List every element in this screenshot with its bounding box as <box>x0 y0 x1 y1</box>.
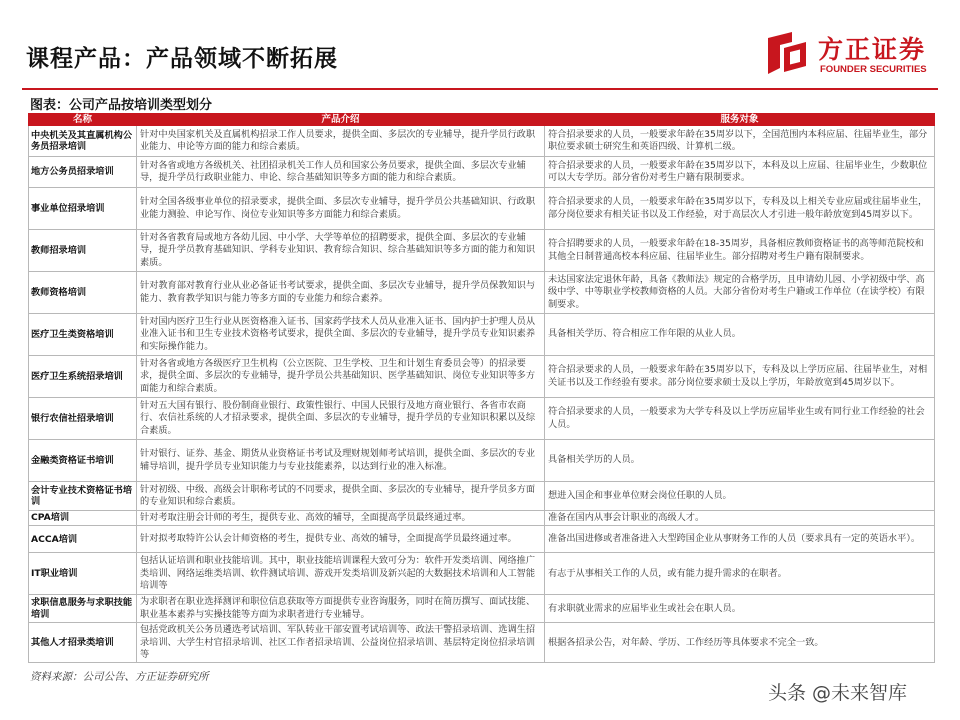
table-row <box>29 482 935 511</box>
logo-text-en: FOUNDER SECURITIES <box>820 64 927 75</box>
table-row <box>29 595 935 623</box>
row-target-cell: 符合招聘要求的人员，一般要求年龄在18-35周岁，具备相应教师资格证书的高等师范院校和其他全日制普通高校本科应届、往届毕业生。部分招聘对考生户籍有限制要求。 <box>545 230 935 272</box>
row-name-cell: 地方公务员招录培训 <box>29 157 137 188</box>
row-target-cell: 符合招录要求的人员，一般要求年龄在35周岁以下，全国范围内本科应届、往届毕业生，部分职位要求硕士研究生和英语四级、计算机二级。 <box>545 126 935 157</box>
column-header-name: 名称 <box>29 114 137 126</box>
table-body <box>29 126 935 663</box>
table-row <box>29 314 935 356</box>
title-divider <box>22 88 938 90</box>
founder-logo-icon <box>762 28 812 78</box>
row-name-cell: 事业单位招录培训 <box>29 188 137 230</box>
row-name-cell: 金融类资格证书培训 <box>29 440 137 482</box>
row-name-cell: 银行农信社招录培训 <box>29 398 137 440</box>
row-target-cell: 具备相关学历、符合相应工作年限的从业人员。 <box>545 314 935 356</box>
row-intro-cell: 包括认证培训和职业技能培训。其中，职业技能培训课程大致可分为：软件开发类培训、网络推广类培训、网络运维类培训、软件测试培训、游戏开发类培训及新兴起的大数据技术培训和人工智能培训等 <box>137 553 545 595</box>
row-intro-cell: 针对拟考取特许公认会计师资格的考生，提供专业、高效的辅导，全面提高学员最终通过率。 <box>137 526 545 553</box>
row-intro-cell: 为求职者在职业选择测评和职位信息获取等方面提供专业咨询服务，同时在简历撰写、面试技能、职业基本素养与实操技能等方面为求职者进行专业辅导。 <box>137 595 545 623</box>
table-row <box>29 230 935 272</box>
table-row <box>29 356 935 398</box>
table-row <box>29 126 935 157</box>
row-name-cell: 教师招录培训 <box>29 230 137 272</box>
row-name-cell: 医疗卫生类资格培训 <box>29 314 137 356</box>
row-target-cell: 根据各招录公告，对年龄、学历、工作经历等具体要求不完全一致。 <box>545 623 935 663</box>
founder-securities-logo <box>762 24 942 84</box>
watermark: 头条 @未来智库 <box>768 682 908 704</box>
row-name-cell: 中央机关及其直属机构公务员招录培训 <box>29 126 137 157</box>
row-intro-cell: 针对各省或地方各级医疗卫生机构（公立医院、卫生学校、卫生和计划生育委员会等）的招录要求，提供全面、多层次的专业辅导，提升学员公共基础知识、医学基础知识、岗位专业知识等多方面能力和综合素质。 <box>137 356 545 398</box>
row-intro-cell: 包括党政机关公务员遴选考试培训、军队转业干部安置考试培训等、政法干警招录培训、选调生招录培训、大学生村官招录培训、社区工作者招录培训、公益岗位招录培训、基层特定岗位招录培训等 <box>137 623 545 663</box>
table-row <box>29 272 935 314</box>
table-header-row <box>29 114 935 126</box>
row-name-cell: 教师资格培训 <box>29 272 137 314</box>
row-target-cell: 符合招录要求的人员，一般要求年龄在35周岁以下，专科及以上学历应届、往届毕业生，对相关证书以及工作经验有要求。部分岗位要求硕士及以上学历，年龄放宽到45周岁以下。 <box>545 356 935 398</box>
table-row <box>29 398 935 440</box>
row-target-cell: 准备出国进修或者准备进入大型跨国企业从事财务工作的人员（要求具有一定的英语水平）。 <box>545 526 935 553</box>
table-row <box>29 553 935 595</box>
table-row <box>29 623 935 663</box>
training-types-table <box>28 113 934 663</box>
row-name-cell: 求职信息服务与求职技能培训 <box>29 595 137 623</box>
table-row <box>29 511 935 526</box>
row-name-cell: 其他人才招录类培训 <box>29 623 137 663</box>
row-intro-cell: 针对五大国有银行、股份制商业银行、政策性银行、中国人民银行及地方商业银行、各省市农商行、农信社系统的人才招录要求，提供全面、多层次的专业辅导，提升学员的专业知识积累以及综合素质。 <box>137 398 545 440</box>
row-target-cell: 有求职就业需求的应届毕业生或社会在职人员。 <box>545 595 935 623</box>
page-title: 课程产品：产品领域不断拓展 <box>26 46 338 72</box>
row-target-cell: 符合招录要求的人员，一般要求为大学专科及以上学历应届毕业生或有同行业工作经验的社会人员。 <box>545 398 935 440</box>
row-target-cell: 符合招录要求的人员，一般要求年龄在35周岁以下，专科及以上相关专业应届或往届毕业生，部分岗位要求有相关证书以及工作经验，对于高层次人才引进一般年龄放宽到45周岁以下。 <box>545 188 935 230</box>
table-row <box>29 526 935 553</box>
row-intro-cell: 针对银行、证券、基金、期货从业资格证书考试及理财规划师考试培训，提供全面、多层次的专业辅导培训，提升学员专业知识能力与专业技能素养，以达到行业的准入标准。 <box>137 440 545 482</box>
row-intro-cell: 针对国内医疗卫生行业从医资格准入证书、国家药学技术人员从业准入证书、国内护士护理人员从业准入证书和卫生专业技术资格考试要求，提供全面、多层次的专业辅导，提升学员专业知识素养和实际操作能力。 <box>137 314 545 356</box>
column-header-target: 服务对象 <box>545 114 935 126</box>
source-note: 资料来源：公司公告、方正证券研究所 <box>30 671 209 683</box>
row-intro-cell: 针对初级、中级、高级会计职称考试的不同要求，提供全面、多层次的专业辅导，提升学员多方面的专业知识和综合素质。 <box>137 482 545 511</box>
table-row <box>29 157 935 188</box>
row-target-cell: 准备在国内从事会计职业的高级人才。 <box>545 511 935 526</box>
row-intro-cell: 针对各省教育局或地方各幼儿园、中小学、大学等单位的招聘要求，提供全面、多层次的专业辅导，提升学员教育基础知识、学科专业知识、教育综合知识、综合基础知识等多方面的能力和知识素质。 <box>137 230 545 272</box>
row-intro-cell: 针对考取注册会计师的考生，提供专业、高效的辅导，全面提高学员最终通过率。 <box>137 511 545 526</box>
row-intro-cell: 针对教育部对教育行业从业必备证书考试要求，提供全面、多层次专业辅导，提升学员保教知识与能力、教育教学知识与能力等多方面的专业能力和综合素养。 <box>137 272 545 314</box>
row-name-cell: ACCA培训 <box>29 526 137 553</box>
row-target-cell: 有志于从事相关工作的人员，或有能力提升需求的在职者。 <box>545 553 935 595</box>
row-name-cell: 医疗卫生系统招录培训 <box>29 356 137 398</box>
table-row <box>29 440 935 482</box>
row-target-cell: 符合招录要求的人员，一般要求年龄在35周岁以下，本科及以上应届、往届毕业生，少数职位可以大专学历。部分省份对考生户籍有限制要求。 <box>545 157 935 188</box>
row-intro-cell: 针对各省或地方各级机关、社团招录机关工作人员和国家公务员要求，提供全面、多层次专业辅导，提升学员行政职业能力、申论、综合基础知识等多方面的能力和综合素质。 <box>137 157 545 188</box>
row-intro-cell: 针对全国各级事业单位的招录要求，提供全面、多层次专业辅导，提升学员公共基础知识、行政职业能力测验、申论写作、岗位专业知识等多方面能力和综合素质。 <box>137 188 545 230</box>
row-intro-cell: 针对中央国家机关及直属机构招录工作人员要求，提供全面、多层次的专业辅导，提升学员行政职业能力、申论等方面的能力和综合素质。 <box>137 126 545 157</box>
row-name-cell: 会计专业技术资格证书培训 <box>29 482 137 511</box>
logo-text-cn: 方正证券 <box>818 35 927 64</box>
row-target-cell: 想进入国企和事业单位财会岗位任职的人员。 <box>545 482 935 511</box>
column-header-intro: 产品介绍 <box>137 114 545 126</box>
row-target-cell: 未达国家法定退休年龄，具备《教师法》规定的合格学历，且申请幼儿园、小学初级中学、高级中学、中等职业学校教师资格的人员。大部分省份对考生户籍或工作单位（在读学校）有限制要求。 <box>545 272 935 314</box>
row-target-cell: 具备相关学历的人员。 <box>545 440 935 482</box>
figure-caption: 图表：公司产品按培训类型划分 <box>30 98 213 113</box>
row-name-cell: CPA培训 <box>29 511 137 526</box>
row-name-cell: IT职业培训 <box>29 553 137 595</box>
table-row <box>29 188 935 230</box>
